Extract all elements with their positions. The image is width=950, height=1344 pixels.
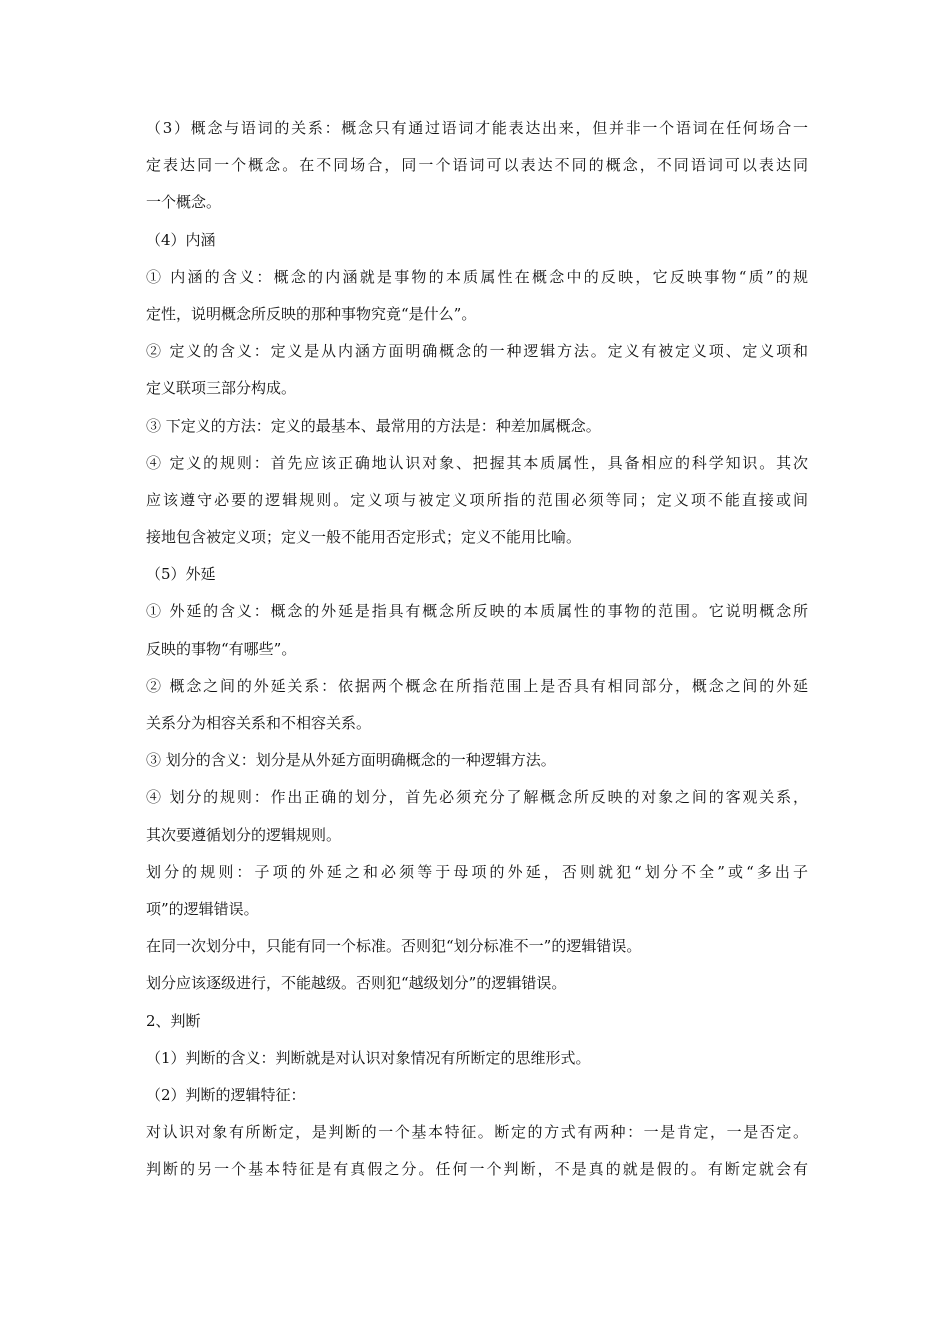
text-line: ① 内涵的含义：概念的内涵就是事物的本质属性在概念中的反映，它反映事物“质”的规 bbox=[146, 267, 808, 286]
text-line: ② 概念之间的外延关系：依据两个概念在所指范围上是否具有相同部分，概念之间的外延 bbox=[146, 676, 808, 695]
section-heading: （5）外延 bbox=[146, 565, 216, 584]
text-line: ① 外延的含义：概念的外延是指具有概念所反映的本质属性的事物的范围。它说明概念所 bbox=[146, 602, 808, 621]
text-line: 项”的逻辑错误。 bbox=[146, 899, 259, 918]
text-line: 判断的另一个基本特征是有真假之分。任何一个判断，不是真的就是假的。有断定就会有 bbox=[146, 1160, 808, 1179]
text-line: 对认识对象有所断定，是判断的一个基本特征。断定的方式有两种：一是肯定，一是否定。 bbox=[146, 1123, 808, 1142]
text-line: 一个概念。 bbox=[146, 193, 222, 212]
text-line: （2）判断的逻辑特征： bbox=[146, 1085, 306, 1104]
section-heading: （4）内涵 bbox=[146, 230, 216, 249]
section-heading: 2、判断 bbox=[146, 1011, 201, 1030]
text-line: 定性，说明概念所反映的那种事物究竟“是什么”。 bbox=[146, 304, 477, 323]
text-line: 关系分为相容关系和不相容关系。 bbox=[146, 714, 372, 732]
text-line: 反映的事物“有哪些”。 bbox=[146, 639, 297, 658]
text-line: 定表达同一个概念。在不同场合，同一个语词可以表达不同的概念，不同语词可以表达同 bbox=[146, 156, 808, 175]
text-line: ④ 定义的规则：首先应该正确地认识对象、把握其本质属性，具备相应的科学知识。其次 bbox=[146, 453, 808, 472]
text-line: （1）判断的含义：判断就是对认识对象情况有所断定的思维形式。 bbox=[146, 1048, 591, 1067]
text-line: 在同一次划分中，只能有同一个标准。否则犯“划分标准不一”的逻辑错误。 bbox=[146, 937, 642, 956]
text-line: ④ 划分的规则：作出正确的划分，首先必须充分了解概念所反映的对象之间的客观关系， bbox=[146, 788, 808, 807]
text-line: 划分的规则：子项的外延之和必须等于母项的外延，否则就犯“划分不全”或“多出子 bbox=[146, 862, 808, 881]
text-line: ③ 下定义的方法：定义的最基本、最常用的方法是：种差加属概念。 bbox=[146, 416, 601, 435]
text-line: （3）概念与语词的关系：概念只有通过语词才能表达出来，但并非一个语词在任何场合一 bbox=[146, 119, 808, 137]
text-line: 其次要遵循划分的逻辑规则。 bbox=[146, 825, 342, 844]
document-body bbox=[146, 118, 808, 1196]
text-line: 划分应该逐级进行，不能越级。否则犯“越级划分”的逻辑错误。 bbox=[146, 974, 567, 993]
text-line: ② 定义的含义：定义是从内涵方面明确概念的一种逻辑方法。定义有被定义项、定义项和 bbox=[146, 342, 808, 361]
text-line: 应该遵守必要的逻辑规则。定义项与被定义项所指的范围必须等同；定义项不能直接或间 bbox=[146, 490, 808, 509]
text-line: 定义联项三部分构成。 bbox=[146, 379, 297, 398]
text-line: ③ 划分的含义：划分是从外延方面明确概念的一种逻辑方法。 bbox=[146, 751, 556, 770]
text-line: 接地包含被定义项；定义一般不能用否定形式；定义不能用比喻。 bbox=[146, 528, 582, 547]
